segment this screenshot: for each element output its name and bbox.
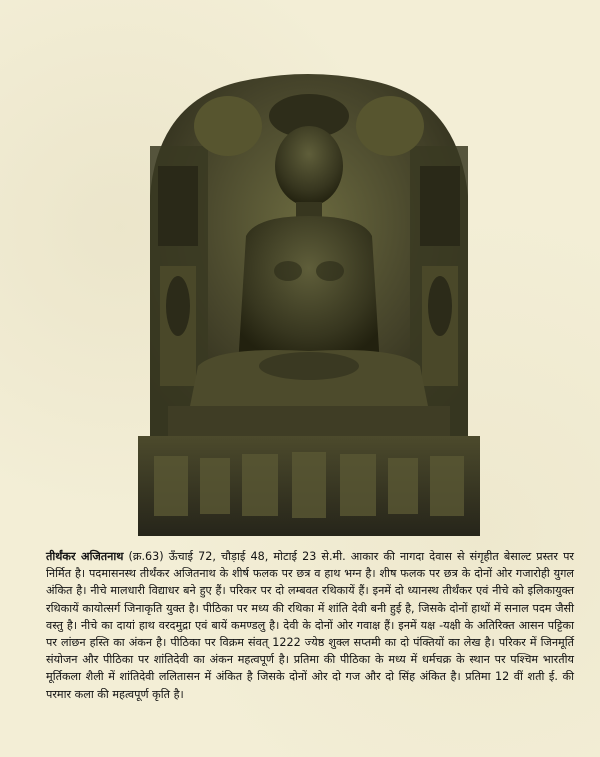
caption-body: ऊँचाई 72, चौड़ाई 48, मोटाई 23 से.मी. आकार की नागदा देवास से संगृहीत बेसाल्ट प्रस्तर पर निर्मित है। पदमासनस्थ तीर्थंकर अजितनाथ के शीर्ष फलक पर छत्र व हाथ भग्न है। शीष फलक पर छत्र के दोनों ओर गजारोही युगल अंकित है। नीचे मालधारी विद्याधर बने हुए हैं। परिकर पर दो लम्बवत रथिकायें हैं। इनमें दो ध्यानस्थ तीर्थंकर एवं नीचे को इलिकायुक्त रथिकायें कायोत्सर्ग जिनाकृति युक्त है। पीठिका पर मध्य की रथिका में शांति देवी बनी हुई है, जिसके दोनों हाथों में सनाल पदम जैसी वस्तु है। नीचे का दायां हाथ वरदमुद्रा एवं बायें कमण्डलु है। देवी के दोनों ओर गवाक्ष हैं। इनमें यक्ष -यक्षी के अतिरिक्त आसन पट्टिका पर लांछन हस्ति का अंकन है। पीठिका पर विक्रम संवत् 1222 ज्येष्ठ शुक्ल सप्तमी का दो पंक्तियों का लेख है। परिकर में जिनमूर्ति संयोजन और पीठिका पर शांतिदेवी का अंकन महत्वपूर्ण है। प्रतिमा की पीठिका के मध्य में धर्मचक्र के स्थान पर पश्चिम भारतीय मूर्तिकला शैली में शांतिदेवी ललितासन में अंकित है जिसके दोनों ओर दो गज और दो सिंह अंकित है। प्रतिमा 12 वीं शती ई. की परमार कला की महत्वपूर्ण कृति है। [46,550,575,701]
caption-ref: (क्र.63) [128,550,164,563]
pedestal-top [168,406,450,436]
figure-torso [238,216,380,366]
sculpture-image [128,66,490,538]
sculpture-photo [128,66,490,538]
figure-head [275,126,343,206]
caption-title: तीर्थंकर अजितनाथ [46,550,124,563]
caption-paragraph [46,548,574,703]
